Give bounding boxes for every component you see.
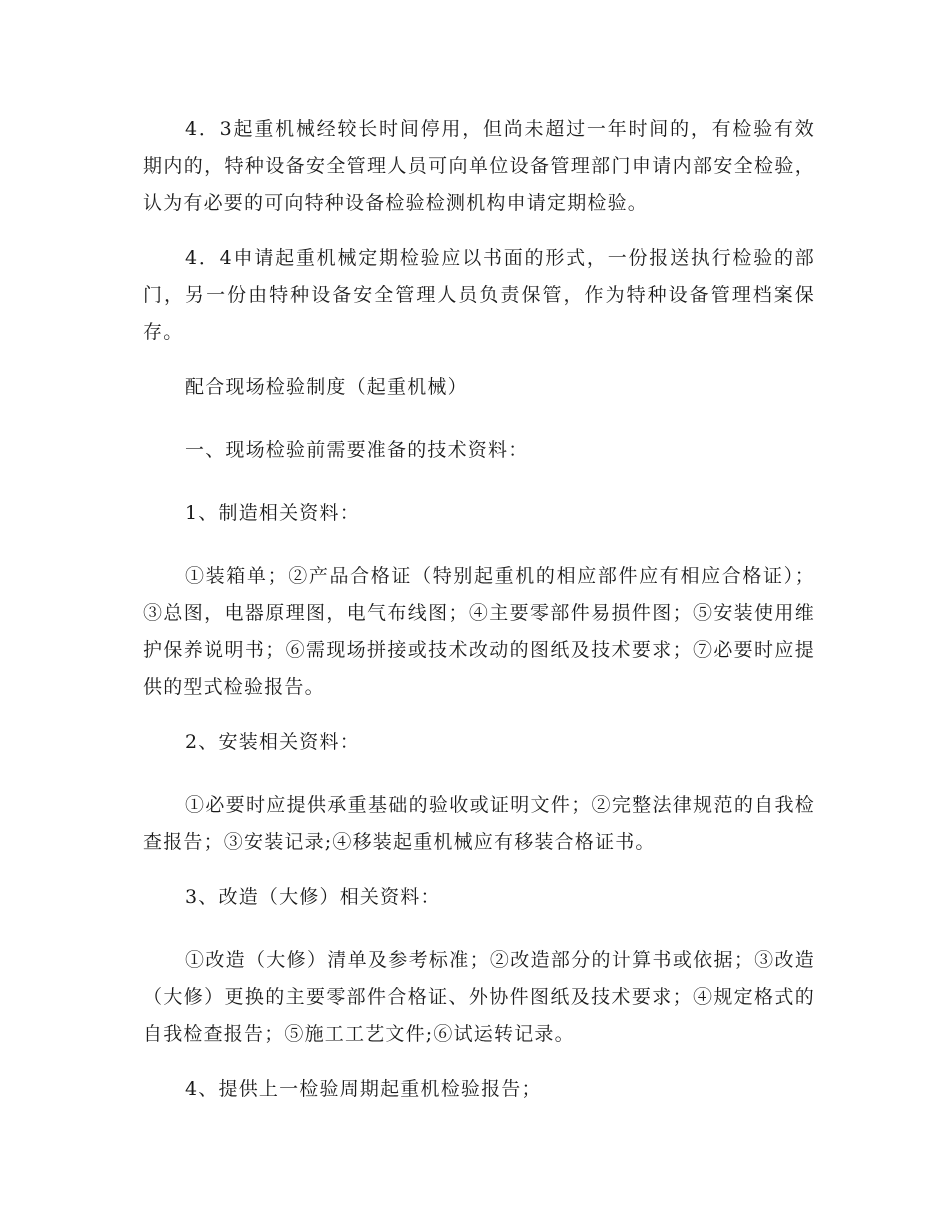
section-heading-1: 一、现场检验前需要准备的技术资料： [185,439,529,461]
document-body [143,111,815,1126]
paragraph-installation-items: ①必要时应提供承重基础的验收或证明文件；②完整法律规范的自我检查报告；③安装记录;④移装起重机械应有移装合格证书。 [143,794,815,853]
section-title: 配合现场检验制度（起重机械） [185,376,468,398]
subheading-manufacture: 1、制造相关资料： [185,502,360,524]
paragraph-4-4: 4．4申请起重机械定期检验应以书面的形式，一份报送执行检验的部门，另一份由特种设备安全管理人员负责保管，作为特种设备管理档案保存。 [143,247,815,343]
paragraph-modification-items: ①改造（大修）清单及参考标准；②改造部分的计算书或依据；③改造（大修）更换的主要零部件合格证、外协件图纸及技术要求；④规定格式的自我检查报告；⑤施工工艺文件;⑥试运转记录。 [143,949,815,1045]
subheading-modification: 3、改造（大修）相关资料： [185,886,441,908]
paragraph-manufacture-items: ①装箱单；②产品合格证（特别起重机的相应部件应有相应合格证）；③总图，电器原理图，电气布线图；④主要零部件易损件图；⑤安装使用维护保养说明书；⑥需现场拼接或技术改动的图纸及技术要求；⑦必要时应提供的型式检验报告。 [143,565,815,698]
subheading-installation: 2、安装相关资料： [185,731,360,753]
paragraph-inspection-report: 4、提供上一检验周期起重机检验报告； [185,1078,542,1100]
paragraph-4-3: 4．3起重机械经较长时间停用，但尚未超过一年时间的，有检验有效期内的，特种设备安全管理人员可向单位设备管理部门申请内部安全检验，认为有必要的可向特种设备检验检测机构申请定期检验。 [143,118,815,214]
